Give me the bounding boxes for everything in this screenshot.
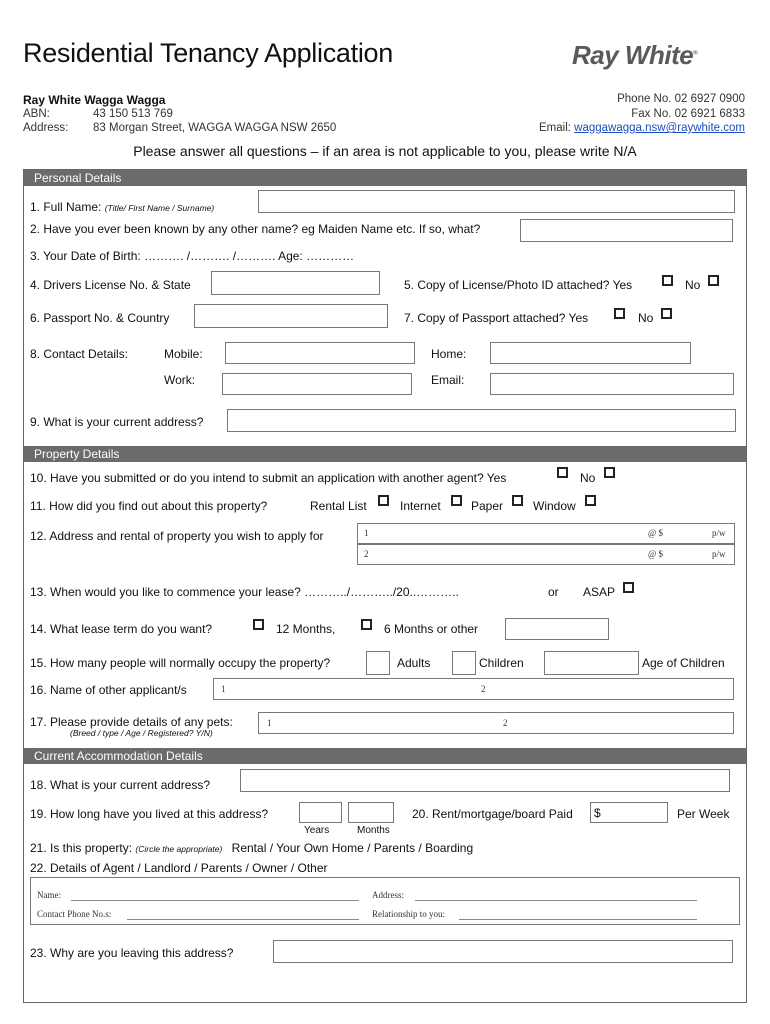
q21-label [30, 841, 473, 855]
rental-list-checkbox[interactable] [378, 495, 389, 506]
term-6-months-label: 6 Months or other [384, 622, 479, 636]
or-label: or [548, 585, 559, 599]
work-phone-field[interactable] [222, 373, 412, 395]
email-label: Email: [539, 122, 571, 134]
q11-label: 11. How did you find out about this property? [30, 499, 268, 513]
section-property-details: Property Details [24, 446, 746, 462]
property-row-2-rent: @ $ [648, 549, 664, 559]
other-agent-no-label: No [580, 471, 596, 485]
q19-label: 19. How long have you lived at this address? [30, 807, 269, 821]
logo-text: Ray White [572, 40, 694, 70]
other-term-field[interactable] [505, 618, 609, 640]
passport-yes-checkbox[interactable] [614, 308, 625, 319]
home-phone-field[interactable] [490, 342, 691, 364]
q2-label: 2. Have you ever been known by any other name? eg Maiden Name etc. If so, what? [30, 222, 481, 236]
passport-field[interactable] [194, 304, 388, 328]
q3-label: 3. Your Date of Birth: ………. /………. /………. Age: ………… [30, 249, 355, 263]
adults-label: Adults [397, 656, 431, 670]
other-applicant-1-number: 1 [221, 684, 226, 694]
term-6-months-checkbox[interactable] [361, 619, 372, 630]
home-label: Home: [431, 347, 467, 361]
q14-label: 14. What lease term do you want? [30, 622, 213, 636]
internet-checkbox[interactable] [451, 495, 462, 506]
term-12-months-checkbox[interactable] [253, 619, 264, 630]
section-personal-details: Personal Details [24, 170, 746, 186]
pet-2-number: 2 [503, 718, 508, 728]
address-label: Address: [23, 122, 69, 134]
email-field-label: Email: [431, 373, 465, 387]
property-row-1-number: 1 [364, 528, 369, 538]
pet-1-number: 1 [267, 718, 272, 728]
rent-paid-field[interactable] [590, 802, 668, 823]
q1-text: 1. Full Name: [30, 200, 102, 214]
asap-label: ASAP [583, 585, 616, 599]
work-label: Work: [164, 373, 196, 387]
section-current-accommodation: Current Accommodation Details [24, 748, 746, 764]
internet-label: Internet [400, 499, 441, 513]
window-checkbox[interactable] [585, 495, 596, 506]
leaving-reason-field[interactable] [273, 940, 733, 963]
passport-no-checkbox[interactable] [661, 308, 672, 319]
property-row-1[interactable] [357, 523, 735, 544]
q17-label: 17. Please provide details of any pets: [30, 715, 233, 729]
office-name: Ray White Wagga Wagga [23, 93, 166, 107]
paper-label: Paper [471, 499, 504, 513]
q8-label: 8. Contact Details: [30, 347, 129, 361]
q9-label: 9. What is your current address? [30, 415, 204, 429]
q21-hint: (Circle the appropriate) [135, 844, 223, 854]
phone-number: Phone No. 02 6927 0900 [617, 93, 745, 105]
q21-text: 21. Is this property: [30, 841, 133, 855]
months-field[interactable] [348, 802, 394, 823]
years-label: Years [304, 825, 330, 836]
ray-white-logo [572, 40, 697, 71]
agent-address-label: Address: [372, 890, 404, 900]
q7-label: 7. Copy of Passport attached? Yes [404, 311, 589, 325]
current-address-field[interactable] [227, 409, 736, 432]
property-row-2-pw: p/w [712, 549, 726, 559]
agent-name-label: Name: [37, 890, 61, 900]
license-no-checkbox[interactable] [708, 275, 719, 286]
agent-relationship-label: Relationship to you: [372, 909, 445, 919]
q22-label: 22. Details of Agent / Landlord / Parents / Owner / Other [30, 861, 328, 875]
months-label: Months [357, 825, 390, 836]
q15-label: 15. How many people will normally occupy the property? [30, 656, 331, 670]
license-no-label: No [685, 278, 701, 292]
dollar-sign: $ [594, 806, 601, 820]
q6-label: 6. Passport No. & Country [30, 311, 170, 325]
agent-contact-label: Contact Phone No.s: [37, 909, 112, 919]
q18-label: 18. What is your current address? [30, 778, 211, 792]
agent-contact-line[interactable] [127, 919, 359, 920]
property-row-2[interactable] [357, 544, 735, 565]
rental-list-label: Rental List [310, 499, 367, 513]
asap-checkbox[interactable] [623, 582, 634, 593]
per-week-label: Per Week [677, 807, 730, 821]
paper-checkbox[interactable] [512, 495, 523, 506]
other-applicant-2-number: 2 [481, 684, 486, 694]
abn-label: ABN: [23, 108, 50, 120]
notice-text: Please answer all questions – if an area is not applicable to you, please write N/A [133, 143, 637, 159]
address-value: 83 Morgan Street, WAGGA WAGGA NSW 2650 [93, 122, 337, 134]
agent-details-box [30, 877, 740, 925]
q1-hint: (Title/ First Name / Surname) [104, 203, 215, 213]
q5-label: 5. Copy of License/Photo ID attached? Yes [404, 278, 633, 292]
abn-value: 43 150 513 769 [93, 108, 173, 120]
property-type-options[interactable]: Rental / Your Own Home / Parents / Boarding [231, 841, 474, 855]
logo-mark: ® [693, 50, 698, 57]
email-line [445, 122, 745, 134]
q10-label: 10. Have you submitted or do you intend to submit an application with another agent? Yes [30, 471, 507, 485]
q12-label: 12. Address and rental of property you wish to apply for [30, 529, 324, 543]
full-name-field[interactable] [258, 190, 735, 213]
q20-label: 20. Rent/mortgage/board Paid [412, 807, 573, 821]
children-count-field[interactable] [452, 651, 476, 675]
q16-label: 16. Name of other applicant/s [30, 683, 187, 697]
passport-no-label: No [638, 311, 654, 325]
property-row-1-rent: @ $ [648, 528, 664, 538]
property-row-1-pw: p/w [712, 528, 726, 538]
term-12-months-label: 12 Months, [276, 622, 336, 636]
drivers-license-field[interactable] [211, 271, 380, 295]
application-form [23, 169, 747, 1003]
other-agent-no-checkbox[interactable] [604, 467, 615, 478]
age-of-children-label: Age of Children [642, 656, 725, 670]
q17-hint: (Breed / type / Age / Registered? Y/N) [70, 728, 213, 738]
property-row-2-number: 2 [364, 549, 369, 559]
email-field[interactable] [490, 373, 734, 395]
q23-label: 23. Why are you leaving this address? [30, 946, 234, 960]
agent-address-line[interactable] [415, 900, 697, 901]
email-link[interactable]: waggawagga.nsw@raywhite.com [574, 122, 745, 134]
window-label: Window [533, 499, 576, 513]
page-title: Residential Tenancy Application [23, 38, 393, 68]
other-agent-yes-checkbox[interactable] [557, 467, 568, 478]
pets-details-field[interactable] [258, 712, 734, 734]
mobile-label: Mobile: [164, 347, 203, 361]
agent-relationship-line[interactable] [459, 919, 697, 920]
adults-count-field[interactable] [366, 651, 390, 675]
other-applicants-field[interactable] [213, 678, 734, 700]
license-yes-checkbox[interactable] [662, 275, 673, 286]
fax-number: Fax No. 02 6921 6833 [631, 108, 745, 120]
children-label: Children [479, 656, 524, 670]
age-of-children-field[interactable] [544, 651, 639, 675]
agent-name-line[interactable] [71, 900, 359, 901]
current-address-2-field[interactable] [240, 769, 730, 792]
q4-label: 4. Drivers License No. & State [30, 278, 191, 292]
other-name-field[interactable] [520, 219, 733, 242]
mobile-field[interactable] [225, 342, 415, 364]
q1-label [30, 200, 214, 214]
q13-label: 13. When would you like to commence your lease? ………../………../20..……….. [30, 585, 459, 599]
years-field[interactable] [299, 802, 342, 823]
